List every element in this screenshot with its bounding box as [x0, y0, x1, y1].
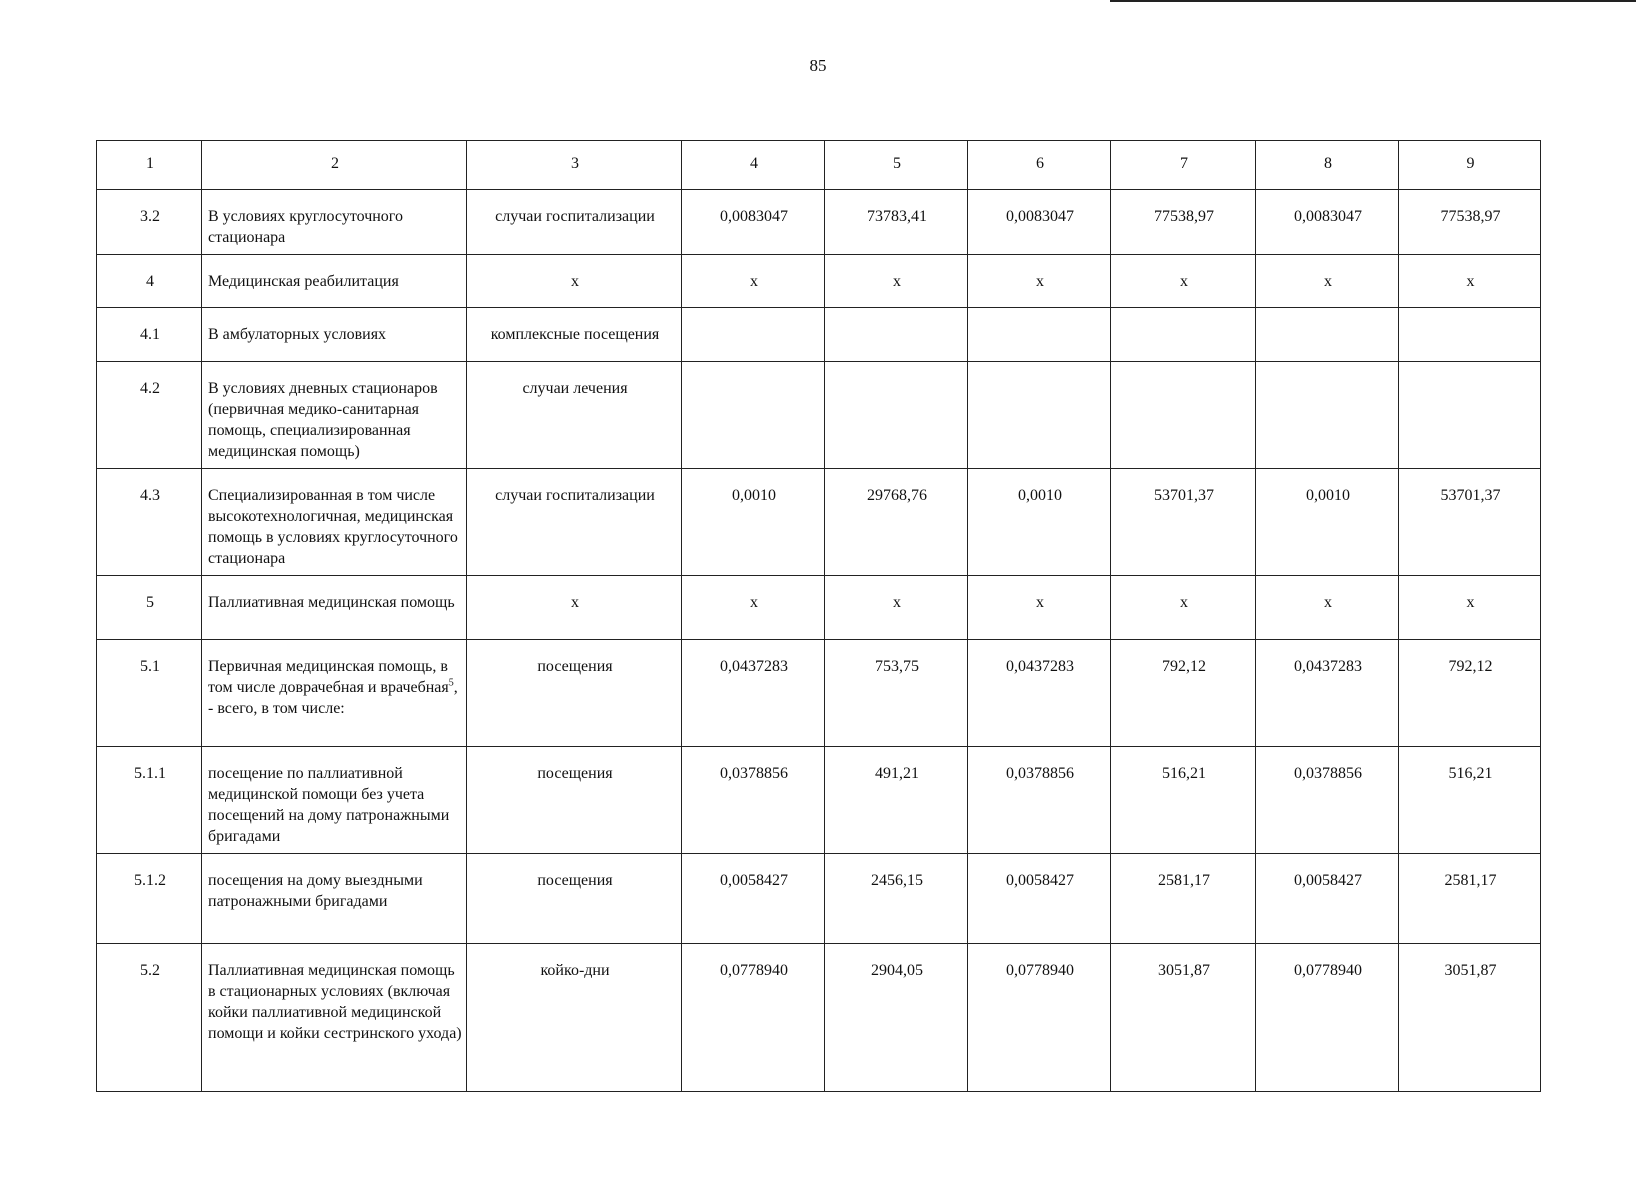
column-header: 3	[467, 141, 682, 190]
cell-col6: 0,0058427	[968, 854, 1111, 944]
cell-col9: х	[1399, 255, 1541, 308]
row-name: Медицинская реабилитация	[202, 255, 467, 308]
cell-col7	[1111, 362, 1256, 469]
row-index: 5	[97, 576, 202, 640]
cell-col5: 73783,41	[825, 190, 968, 255]
cell-col9: 53701,37	[1399, 469, 1541, 576]
row-name: посещения на дому выездными патронажными бригадами	[202, 854, 467, 944]
table-row	[97, 576, 1541, 640]
table-row	[97, 362, 1541, 469]
cell-col6: х	[968, 255, 1111, 308]
cell-col8	[1256, 308, 1399, 362]
cell-col6: 0,0083047	[968, 190, 1111, 255]
column-header: 5	[825, 141, 968, 190]
cell-col6	[968, 308, 1111, 362]
row-unit: посещения	[467, 854, 682, 944]
cell-col4: 0,0083047	[682, 190, 825, 255]
row-name: Паллиативная медицинская помощь в стационарных условиях (включая койки паллиативной медицинской помощи и койки сестринского ухода)	[202, 944, 467, 1092]
cell-col6: 0,0437283	[968, 640, 1111, 747]
cell-col8: х	[1256, 576, 1399, 640]
row-unit: койко-дни	[467, 944, 682, 1092]
cell-col5: 491,21	[825, 747, 968, 854]
cell-col5: х	[825, 576, 968, 640]
cell-col6: х	[968, 576, 1111, 640]
column-header: 8	[1256, 141, 1399, 190]
row-name-text: Первичная медицинская помощь, в том числе доврачебная и врачебная	[208, 658, 449, 696]
row-index: 3.2	[97, 190, 202, 255]
row-unit: случаи госпитализации	[467, 469, 682, 576]
cell-col7: х	[1111, 576, 1256, 640]
column-header: 6	[968, 141, 1111, 190]
row-index: 4.2	[97, 362, 202, 469]
cell-col4: х	[682, 255, 825, 308]
row-unit: посещения	[467, 640, 682, 747]
row-unit: х	[467, 576, 682, 640]
column-header: 7	[1111, 141, 1256, 190]
table-row	[97, 747, 1541, 854]
row-unit: случаи госпитализации	[467, 190, 682, 255]
cell-col7: 77538,97	[1111, 190, 1256, 255]
cell-col6: 0,0378856	[968, 747, 1111, 854]
table-row	[97, 190, 1541, 255]
row-name-tail: , - всего, в том числе:	[208, 679, 458, 717]
cell-col5	[825, 362, 968, 469]
table-row	[97, 308, 1541, 362]
cell-col4: 0,0378856	[682, 747, 825, 854]
column-header: 9	[1399, 141, 1541, 190]
row-name: Специализированная в том числе высокотехнологичная, медицинская помощь в условиях круглосуточного стационара	[202, 469, 467, 576]
column-header: 2	[202, 141, 467, 190]
data-table	[96, 140, 1541, 1092]
cell-col5: 753,75	[825, 640, 968, 747]
cell-col6: 0,0010	[968, 469, 1111, 576]
row-name	[202, 640, 467, 747]
cell-col8: 0,0778940	[1256, 944, 1399, 1092]
cell-col8	[1256, 362, 1399, 469]
cell-col8: 0,0378856	[1256, 747, 1399, 854]
row-name: В амбулаторных условиях	[202, 308, 467, 362]
cell-col7: х	[1111, 255, 1256, 308]
row-name: В условиях дневных стационаров (первичная медико-санитарная помощь, специализированная медицинская помощь)	[202, 362, 467, 469]
row-unit: х	[467, 255, 682, 308]
cell-col4: х	[682, 576, 825, 640]
table-row	[97, 640, 1541, 747]
cell-col9: 3051,87	[1399, 944, 1541, 1092]
cell-col5: х	[825, 255, 968, 308]
cell-col9: 2581,17	[1399, 854, 1541, 944]
cell-col7: 3051,87	[1111, 944, 1256, 1092]
table-row	[97, 255, 1541, 308]
page-number: 85	[809, 56, 827, 75]
cell-col7: 792,12	[1111, 640, 1256, 747]
top-edge-rule	[1110, 0, 1636, 2]
row-index: 5.1.1	[97, 747, 202, 854]
cell-col7: 53701,37	[1111, 469, 1256, 576]
row-name: посещение по паллиативной медицинской помощи без учета посещений на дому патронажными бригадами	[202, 747, 467, 854]
row-unit: комплексные посещения	[467, 308, 682, 362]
cell-col9	[1399, 308, 1541, 362]
row-index: 4	[97, 255, 202, 308]
row-unit: посещения	[467, 747, 682, 854]
table-row	[97, 944, 1541, 1092]
cell-col7	[1111, 308, 1256, 362]
row-index: 5.1.2	[97, 854, 202, 944]
column-header: 4	[682, 141, 825, 190]
cell-col6: 0,0778940	[968, 944, 1111, 1092]
cell-col8: х	[1256, 255, 1399, 308]
cell-col8: 0,0058427	[1256, 854, 1399, 944]
column-header: 1	[97, 141, 202, 190]
table-row	[97, 469, 1541, 576]
cell-col9: 77538,97	[1399, 190, 1541, 255]
table-row	[97, 854, 1541, 944]
row-index: 4.1	[97, 308, 202, 362]
row-index: 5.1	[97, 640, 202, 747]
cell-col4	[682, 362, 825, 469]
cell-col5: 2904,05	[825, 944, 968, 1092]
cell-col4: 0,0778940	[682, 944, 825, 1092]
cell-col7: 2581,17	[1111, 854, 1256, 944]
cell-col9	[1399, 362, 1541, 469]
cell-col9: 792,12	[1399, 640, 1541, 747]
row-index: 5.2	[97, 944, 202, 1092]
cell-col5: 2456,15	[825, 854, 968, 944]
cell-col8: 0,0437283	[1256, 640, 1399, 747]
cell-col5: 29768,76	[825, 469, 968, 576]
table-header-row	[97, 141, 1541, 190]
cell-col9: х	[1399, 576, 1541, 640]
row-name: В условиях круглосуточного стационара	[202, 190, 467, 255]
cell-col4: 0,0058427	[682, 854, 825, 944]
cell-col7: 516,21	[1111, 747, 1256, 854]
cell-col6	[968, 362, 1111, 469]
cell-col5	[825, 308, 968, 362]
cell-col8: 0,0010	[1256, 469, 1399, 576]
cell-col8: 0,0083047	[1256, 190, 1399, 255]
cell-col4: 0,0010	[682, 469, 825, 576]
cell-col4	[682, 308, 825, 362]
cell-col9: 516,21	[1399, 747, 1541, 854]
row-unit: случаи лечения	[467, 362, 682, 469]
cell-col4: 0,0437283	[682, 640, 825, 747]
row-name: Паллиативная медицинская помощь	[202, 576, 467, 640]
row-index: 4.3	[97, 469, 202, 576]
footnote-marker: 5	[448, 677, 454, 689]
